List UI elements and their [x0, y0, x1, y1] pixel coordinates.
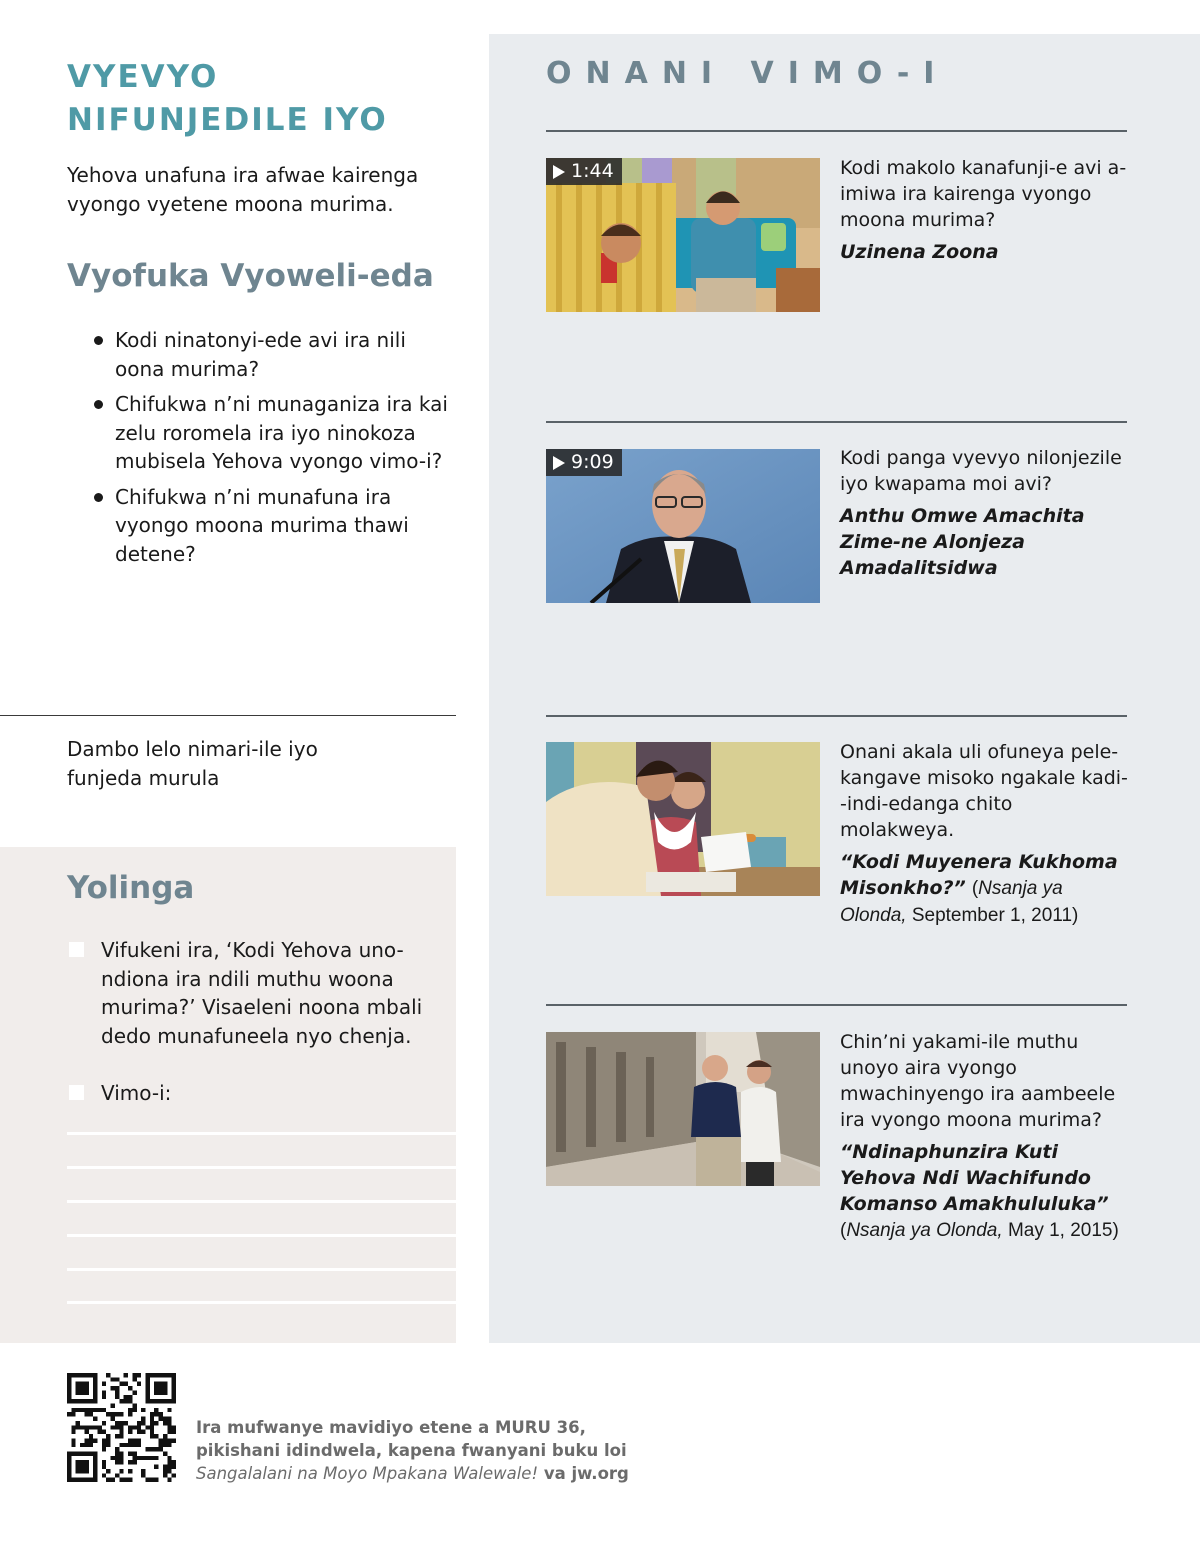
goal-text: Vimo-i: — [101, 1081, 172, 1105]
item-text — [840, 739, 1130, 929]
publication-date: September 1, 2011) — [911, 905, 1079, 926]
write-in-line[interactable] — [67, 1132, 456, 1135]
item-question: Kodi makolo kanafunji-e avi a-imiwa ira kairenga vyongo moona murima? — [840, 157, 1127, 231]
goal-item — [67, 936, 447, 1050]
play-icon — [553, 456, 565, 470]
item-text — [840, 445, 1130, 581]
item-divider — [546, 715, 1127, 717]
bullet-icon — [94, 336, 103, 345]
article-title-link[interactable]: “Kodi Muyenera Kukhoma Misonkho?” — [840, 851, 1118, 899]
footer-line-1: Ira mufwanye mavidiyo etene a MURU 36, — [196, 1418, 586, 1437]
write-in-line[interactable] — [67, 1234, 456, 1237]
photo-couple-walking-icon — [546, 1032, 820, 1186]
write-in-line[interactable] — [67, 1268, 456, 1271]
footer-line-2: pikishani idindwela, kapena fwanyani buku loi — [196, 1441, 627, 1460]
write-in-line[interactable] — [67, 1200, 456, 1203]
item-divider — [546, 421, 1127, 423]
bullet-icon — [94, 400, 103, 409]
article-citation: “Kodi Muyenera Kukhoma Misonkho?” (Nsanja ya Olonda, September 1, 2011) — [840, 851, 1118, 926]
bullet-icon — [94, 493, 103, 502]
question-text: Chifukwa n’ni munaganiza ira kai zelu roromela ira iyo ninokoza mubisela Yehova vyongo vimo-i? — [115, 392, 448, 473]
item-divider — [546, 1004, 1127, 1006]
item-question: Chin’ni yakami-ile muthu unoyo aira vyongo mwachinyengo ira aambeele ira vyongo moona murima? — [840, 1031, 1116, 1131]
question-item — [90, 326, 460, 383]
duration-badge — [546, 449, 622, 476]
article-title-link[interactable]: “Ndinaphunzira Kuti Yehova Ndi Wachifundo Komanso Amakhululuka” — [840, 1141, 1109, 1215]
publication-name: Nsanja ya Olonda, — [846, 1220, 1003, 1241]
video-thumbnail[interactable] — [546, 449, 820, 603]
question-text: Chifukwa n’ni munafuna ira vyongo moona murima thawi detene? — [115, 484, 409, 566]
page-title — [67, 56, 467, 142]
checkbox[interactable] — [69, 942, 84, 957]
article-thumbnail[interactable] — [546, 742, 820, 896]
questions-heading: Vyofuka Vyoweli-eda — [67, 258, 434, 294]
footer-note — [196, 1416, 629, 1485]
item-question: Onani akala uli ofuneya pele-kangave misoko ngakale kadi--indi-edanga chito molakweya. — [840, 741, 1128, 841]
play-icon — [553, 165, 565, 179]
goal-text: Vifukeni ira, ‘Kodi Yehova uno-ndiona ira ndili muthu woona murima?’ Visaeleni noona mbali dedo munafuneela nyo chenja. — [101, 938, 423, 1048]
video-thumbnail[interactable] — [546, 158, 820, 312]
item-text — [840, 1029, 1130, 1244]
question-item — [90, 390, 460, 476]
book-title: Sangalalani na Moyo Mpakana Walewale! — [196, 1464, 539, 1483]
publication-date: May 1, 2015) — [1007, 1220, 1119, 1241]
article-citation: “Ndinaphunzira Kuti Yehova Ndi Wachifundo Komanso Amakhululuka” (Nsanja ya Olonda, May 1, 2015) — [840, 1141, 1119, 1241]
goal-heading: Yolinga — [67, 870, 195, 906]
write-in-line[interactable] — [67, 1301, 456, 1304]
qr-code-icon[interactable] — [67, 1373, 176, 1482]
video-title-link[interactable]: Anthu Omwe Amachita Zime-ne Alonjeza Amadalitsidwa — [840, 505, 1085, 579]
checkbox[interactable] — [69, 1085, 84, 1100]
duration: 9:09 — [571, 451, 614, 473]
website-link[interactable]: va jw.org — [538, 1464, 629, 1483]
publication-name: Nsanja ya Olonda, — [840, 878, 1063, 926]
photo-couple-paperwork-icon — [546, 742, 820, 896]
page-title-line-2: NIFUNJEDILE IYO — [67, 102, 388, 138]
panel-title: ONANI VIMO-I — [546, 56, 949, 91]
write-in-line[interactable] — [67, 1166, 456, 1169]
question-item — [90, 483, 460, 569]
item-question: Kodi panga vyevyo nilonjezile iyo kwapama moi avi? — [840, 447, 1122, 495]
duration-badge — [546, 158, 622, 185]
page-title-line-1: VYEVYO — [67, 59, 219, 95]
goal-item — [67, 1079, 447, 1108]
item-divider — [546, 130, 1127, 132]
questions-list — [90, 326, 460, 575]
remember-prompt: Dambo lelo nimari-ile iyo funjeda murula — [67, 737, 318, 790]
section-divider — [0, 715, 456, 716]
video-title-link[interactable]: Uzinena Zoona — [840, 241, 999, 263]
intro-text: Yehova unafuna ira afwae kairenga vyongo vyetene moona murima. — [67, 163, 419, 216]
question-text: Kodi ninatonyi-ede avi ira nili oona murima? — [115, 328, 406, 381]
duration: 1:44 — [571, 160, 614, 182]
item-text — [840, 155, 1130, 265]
footer-line-3 — [196, 1462, 629, 1485]
article-thumbnail[interactable] — [546, 1032, 820, 1186]
